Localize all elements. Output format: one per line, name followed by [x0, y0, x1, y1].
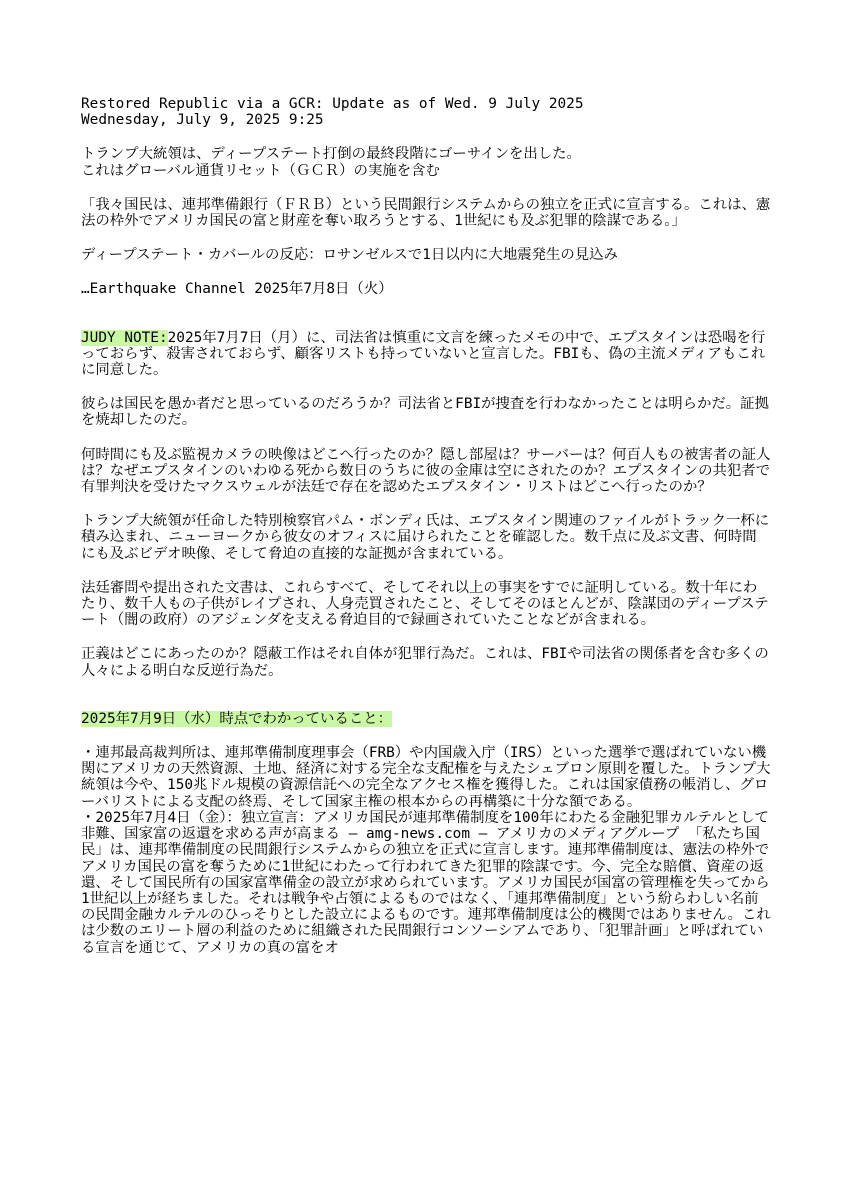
- judy-note-paragraph-4: トランプ大統領が任命した特別検察官パム・ボンディ氏は、エプスタイン関連のファイルがトラック一杯に積み込まれ、ニューヨークから彼女のオフィスに届けられたことを確認した。数千点に及ぶ文書、何時間にも及ぶビデオ映像、そして脅迫の直接的な証拠が含まれている。: [81, 513, 770, 562]
- judy-note-text: 2025年7月7日（月）に、司法省は慎重に文言を練ったメモの中で、エプスタインは恐喝を行っておらず、殺害されておらず、顧客リストも持っていないと宣言した。FBIも、偽の主流メディアもこれに同意した。: [81, 329, 766, 379]
- spacer: [81, 298, 771, 330]
- spacer: [81, 628, 771, 646]
- intro-source-line: …Earthquake Channel 2025年7月8日（火）: [81, 281, 393, 298]
- spacer: [81, 378, 771, 396]
- intro-paragraph-1: トランプ大統領は、ディープステート打倒の最終段階にゴーサインを出した。 これはグローバル通貨リセット（ＧＣＲ）の実施を含む: [81, 146, 581, 179]
- spacer: [81, 229, 771, 247]
- known-heading-text: 2025年7月9日（水）時点でわかっていること：: [81, 710, 393, 727]
- spacer: [81, 679, 771, 711]
- spacer: [81, 179, 771, 197]
- intro-paragraph-3: ディープステート・カバールの反応：ロサンゼルスで1日以内に大地震発生の見込み: [81, 247, 618, 264]
- intro-quote: 「我々国民は、連邦準備銀行（ＦＲＢ）という民間銀行システムからの独立を正式に宣言する。これは、憲法の枠外でアメリカ国民の富と財産を奪い取ろうとする、1世紀にも及ぶ犯罪的陰謀である。」: [81, 196, 771, 230]
- judy-note-paragraph-5: 法廷審問や提出された文書は、これらすべて、そしてそれ以上の事実をすでに証明している。数十年にわたり、数千人もの子供がレイプされ、人身売買されたこと、そしてそのほとんどが、陰謀団のディープステート（闇の政府）のアジェンダを支える脅迫目的で録画されていたことなどが含まれる。: [81, 579, 769, 629]
- spacer: [81, 495, 771, 513]
- judy-note-paragraph-1: [81, 330, 771, 379]
- known-item-2: ・2025年7月4日（金）：独立宣言：アメリカ国民が連邦準備制度を100年にわたる金融犯罪カルテルとして非難、国家富の返還を求める声が高まる – amg-news.com – アメリカのメディアグループ 「私たち国民」は、連邦準備制度の民間銀行システムからの独立を正式に宣言します。連邦準備制度は、憲法の枠外でアメリカ国民の富を奪うために1世紀にわたって行われてきた犯罪的陰謀です。今、完全な賠償、資産の返還、そして国民所有の国家富準備金の設立が求められています。アメリカ国民が国富の管理権を失ってから1世紀以上が経ちました。それは戦争や占領によるものではなく、「連邦準備制度」という紛らわしい名前の民間金融カルテルのひっそりとした設立によるものです。連邦準備制度は公的機関ではありません。これは少数のエリート層の利益のために組織された民間銀行コンソーシアムであり、「犯罪計画」と呼ばれている宣言を通じて、アメリカの真の富をオ: [81, 809, 771, 956]
- document-datetime: Wednesday, July 9, 2025 9:25: [81, 112, 324, 129]
- known-item-1: ・連邦最高裁判所は、連邦準備制度理事会（FRB）や内国歳入庁（IRS）といった選挙で選ばれていない機関にアメリカの天然資源、土地、経済に対する完全な支配権を与えたシェブロン原則を覆した。トランプ大統領は今や、150兆ドル規模の資源信託への完全なアクセス権を獲得した。これは国家債務の帳消し、グローバリストによる支配の終焉、そして国家主権の根本からの再構築に十分な額である。: [81, 745, 771, 810]
- document-page: [81, 96, 771, 956]
- spacer: [81, 128, 771, 146]
- spacer: [81, 727, 771, 745]
- document-title: Restored Republic via a GCR: Update as of Wed. 9 July 2025: [81, 96, 584, 112]
- judy-note-paragraph-6: 正義はどこにあったのか？隠蔽工作はそれ自体が犯罪行為だ。これは、FBIや司法省の関係者を含む多くの人々による明白な反逆行為だ。: [81, 646, 769, 679]
- known-heading: [81, 711, 771, 727]
- spacer: [81, 429, 771, 447]
- judy-note-paragraph-2: 彼らは国民を愚か者だと思っているのだろうか？司法省とFBIが捜査を行わなかったことは明らかだ。証拠を焼却したのだ。: [81, 396, 769, 429]
- spacer: [81, 263, 771, 281]
- judy-note-paragraph-3: 何時間にも及ぶ監視カメラの映像はどこへ行ったのか？隠し部屋は？サーバーは？何百人もの被害者の証人は？なぜエプスタインのいわゆる死から数日のうちに彼の金庫は空にされたのか？エプスタインの共犯者で有罪判決を受けたマクスウェルが法廷で存在を認めたエプスタイン・リストはどこへ行ったのか？: [81, 446, 771, 496]
- spacer: [81, 562, 771, 580]
- judy-note-label: JUDY NOTE:: [81, 329, 168, 346]
